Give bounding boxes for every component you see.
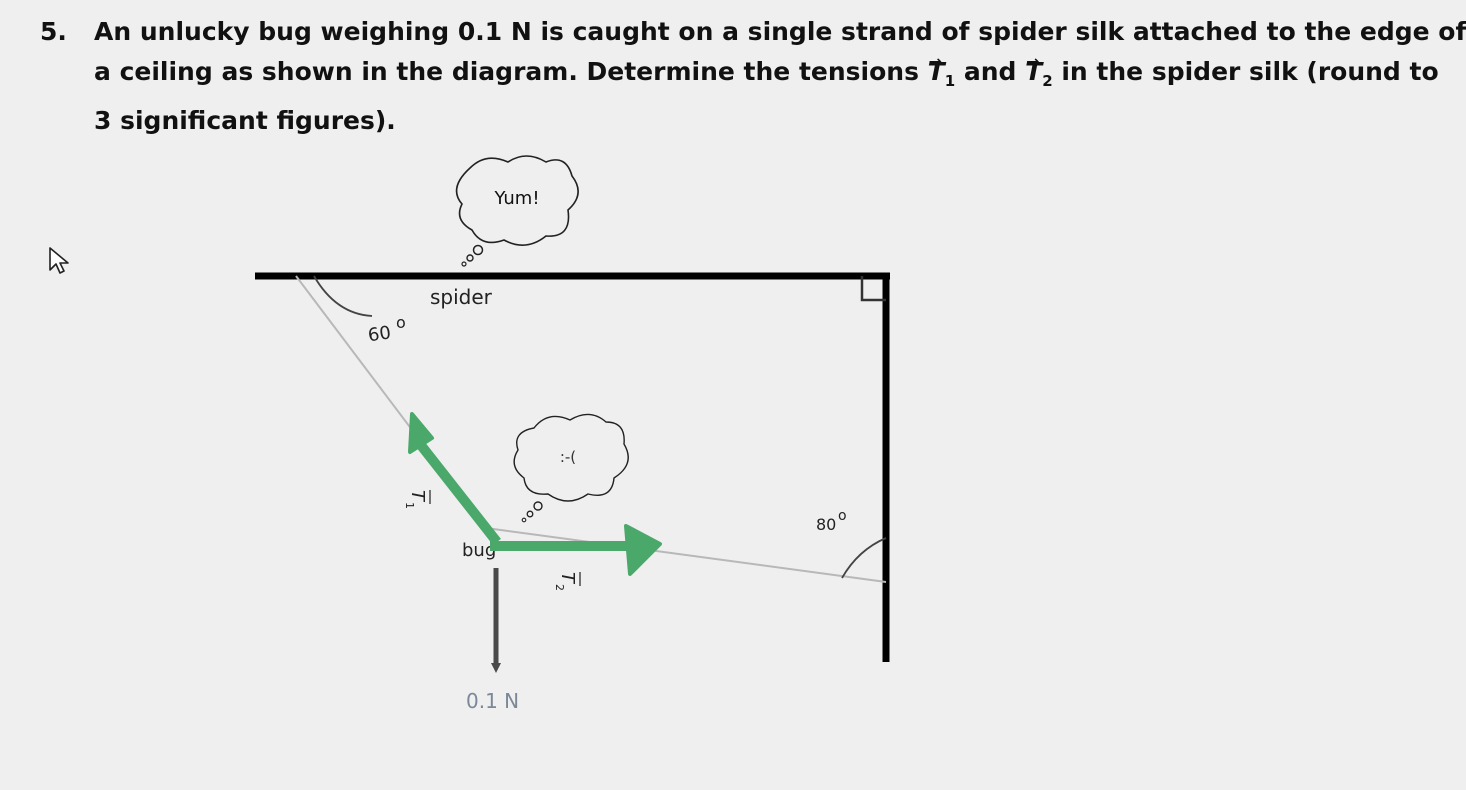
angle-right-degree: o (838, 508, 847, 524)
t2-diagram-letter: T (557, 572, 578, 583)
spider-label: spider (430, 285, 492, 309)
t1-diagram-subscript: 1 (403, 502, 416, 509)
angle-right-value: 80 (816, 515, 837, 534)
question-line-2-part-b: and (955, 57, 1026, 86)
bug-thought-text: :-( (559, 448, 577, 466)
tension-1-arrow-shaft (420, 444, 497, 542)
right-angle-mark (862, 276, 886, 300)
spider-thought-bubble (457, 156, 579, 266)
tension-1-letter: T (927, 57, 945, 86)
angle-arc-right (842, 538, 886, 578)
question-line-1-text: An unlucky bug weighing 0.1 N is caught on a single strand of spider silk attached to the edge of (94, 17, 1466, 46)
tension-2-subscript: 2 (1042, 72, 1053, 90)
t2-diagram-subscript: 2 (553, 584, 566, 591)
question-line-2-part-c: in the spider silk (round to (1052, 57, 1439, 86)
bug-thought-bubble (514, 414, 628, 521)
tension-2-arrow-head (626, 526, 660, 574)
t2-diagram-label (553, 572, 580, 591)
weight-label: 0.1 N (466, 689, 520, 713)
angle-left-value: 60 (366, 322, 393, 347)
tension-1-subscript: 1 (944, 72, 956, 90)
tension-2-letter: T (1025, 57, 1043, 86)
question-line-3-text: 3 significant figures). (94, 106, 396, 135)
silk-strand-right (486, 528, 886, 582)
angle-right-label (816, 508, 847, 534)
t1-diagram-label (403, 490, 430, 509)
angle-left-degree: o (396, 313, 406, 332)
t1-diagram-letter: T (407, 490, 428, 501)
question-number: 5. (40, 17, 67, 46)
spider-thought-text: Yum! (494, 188, 540, 209)
bug-label: bug (462, 540, 497, 561)
tension-1-arrow-head (410, 414, 432, 452)
question-line-2-part-a: a ceiling as shown in the diagram. Determine the tensions (94, 57, 928, 86)
angle-left-label (367, 313, 406, 346)
